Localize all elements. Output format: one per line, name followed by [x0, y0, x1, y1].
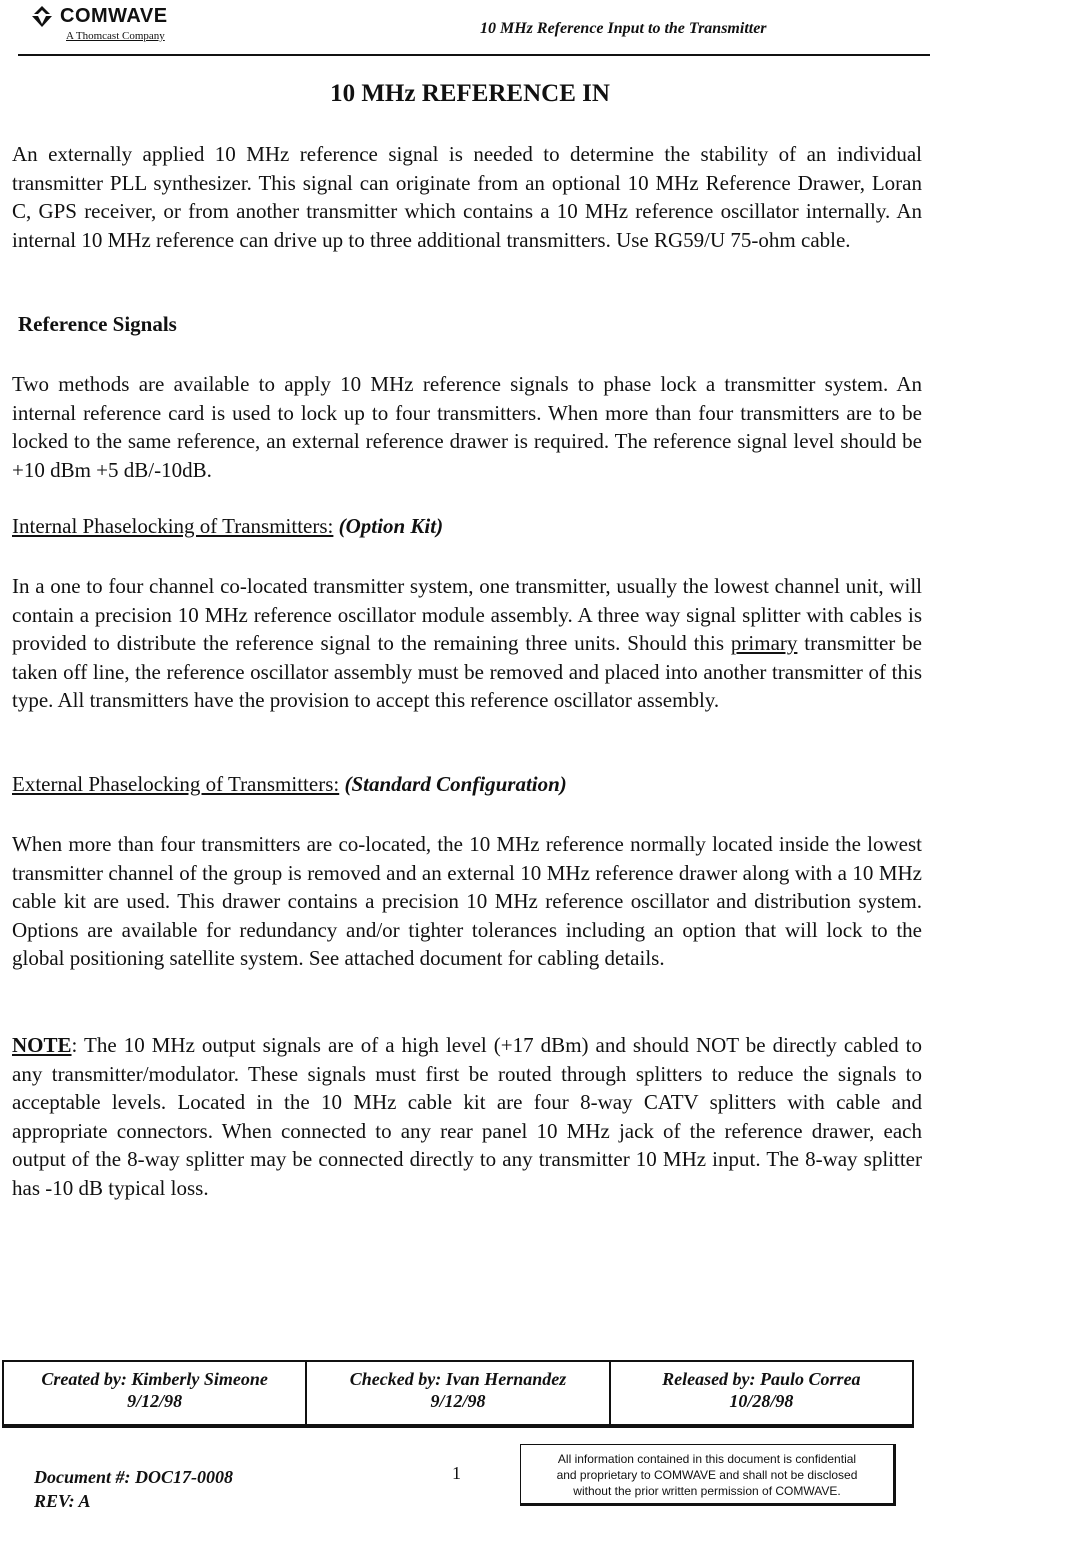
note-label: NOTE — [12, 1033, 72, 1057]
brand-name: COMWAVE — [60, 4, 168, 27]
page-number: 1 — [452, 1463, 461, 1483]
signature-label: Created by: Kimberly Simeone — [41, 1369, 268, 1389]
signature-date: 9/12/98 — [127, 1391, 183, 1411]
reference-signals-paragraph: Two methods are available to apply 10 MHz reference signals to phase lock a transmitter system. An internal reference card is used to lock up to four transmitters. When more than four transmitters are to be locked to the same reference, an external reference drawer is required. The reference signal level should be +10 dBm +5 dB/-10dB. — [12, 372, 922, 482]
internal-heading-tag: (Option Kit) — [338, 514, 444, 538]
internal-text-emphasis: primary — [730, 631, 798, 655]
document-number-block — [34, 1465, 233, 1513]
signature-date: 9/12/98 — [430, 1391, 486, 1411]
external-phaselocking-paragraph: When more than four transmitters are co-located, the 10 MHz reference normally located inside the lowest transmitter channel of the group is removed and an external 10 MHz reference drawer along with a 10 MHz cable kit are used. This drawer contains a precision 10 MHz reference oscillator and distribution system. Options are available for redundancy and/or tighter tolerances including an option that will lock to the global positioning satellite system. See attached document for cabling details. — [12, 832, 922, 970]
intro-paragraph: An externally applied 10 MHz reference signal is needed to determine the stability of an individual transmitter PLL synthesizer. This signal can originate from an optional 10 MHz Reference Drawer, Loran C, GPS receiver, or from another transmitter which contains a 10 MHz reference oscillator internally. An internal 10 MHz reference can drive up to three additional transmitters. Use RG59/U 75-ohm cable. — [12, 142, 922, 252]
document-number: Document #: DOC17-0008 — [34, 1467, 233, 1487]
signature-table — [2, 1360, 914, 1428]
signature-label: Checked by: Ivan Hernandez — [349, 1369, 567, 1389]
brand-subtitle: A Thomcast Company — [66, 30, 165, 42]
confidential-line: without the prior written permission of COMWAVE. — [573, 1484, 841, 1498]
internal-phaselocking-heading — [12, 514, 443, 539]
signature-created — [4, 1362, 305, 1424]
internal-text-part-2: transmitter be taken off line, the reference oscillator assembly must be removed and placed into another transmitter of this type. All transmitters have the provision to accept this reference oscillator assembly. — [12, 631, 922, 712]
signature-checked — [305, 1362, 608, 1424]
header-title: 10 MHz Reference Input to the Transmitter — [480, 20, 767, 37]
confidential-line: All information contained in this document is confidential — [557, 1452, 857, 1466]
header-divider — [18, 54, 930, 56]
internal-phaselocking-paragraph — [12, 572, 922, 715]
note-paragraph — [12, 1031, 922, 1202]
comwave-logo-icon — [28, 4, 56, 28]
company-logo — [28, 4, 168, 42]
confidentiality-notice — [520, 1444, 896, 1506]
internal-text-part-1: In a one to four channel co-located transmitter system, one transmitter, usually the lowest channel unit, will contain a precision 10 MHz reference oscillator module assembly. A three way signal splitter with cables is provided to distribute the reference signal to the remaining three units. Should this — [12, 574, 922, 655]
external-heading-text: External Phaselocking of Transmitters: — [12, 772, 340, 796]
internal-heading-text: Internal Phaselocking of Transmitters: — [12, 514, 334, 538]
signature-label: Released by: Paulo Correa — [662, 1369, 861, 1389]
signature-released — [609, 1362, 912, 1424]
external-phaselocking-heading — [12, 772, 567, 797]
signature-date: 10/28/98 — [729, 1391, 794, 1411]
reference-signals-heading: Reference Signals — [18, 312, 177, 336]
document-revision: REV: A — [34, 1491, 91, 1511]
external-heading-tag: (Standard Configuration) — [344, 772, 567, 796]
confidential-line: and proprietary to COMWAVE and shall not be disclosed — [556, 1468, 858, 1482]
note-text: : The 10 MHz output signals are of a high level (+17 dBm) and should NOT be directly cabled to any transmitter/modulator. These signals must first be routed through splitters to reduce the signals to acceptable levels. Located in the 10 MHz cable kit are four 8-way CATV splitters with cable and appropriate connectors. When connected to any rear panel 10 MHz jack of the reference drawer, each output of the 8-way splitter may be connected directly to any transmitter 10 MHz input. The 8-way splitter has -10 dB typical loss. — [12, 1033, 922, 1200]
page-title: 10 MHz REFERENCE IN — [330, 80, 610, 107]
